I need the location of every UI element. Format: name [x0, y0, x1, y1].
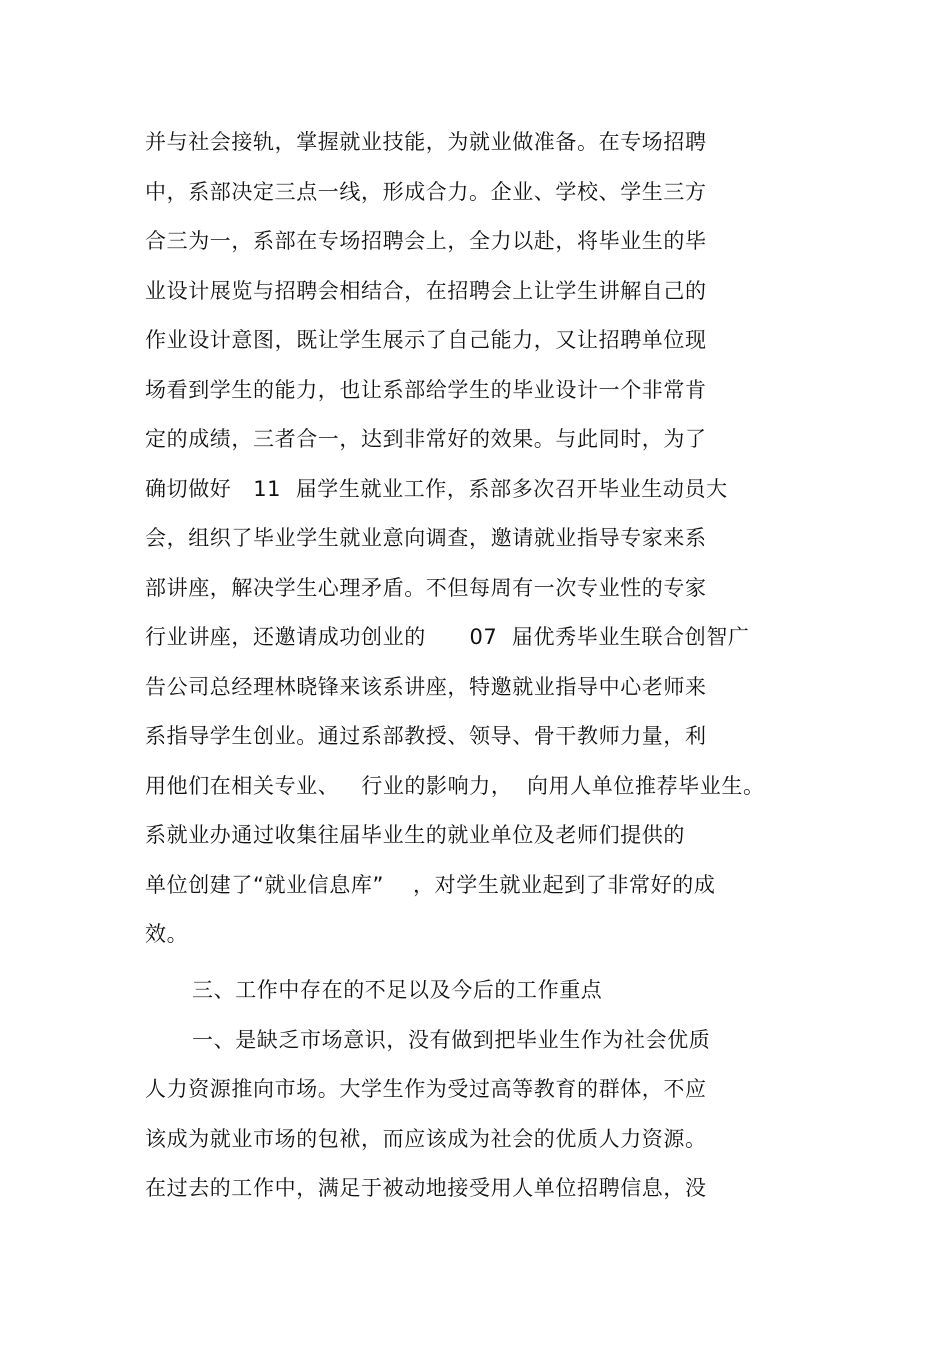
text-line-5: 作业设计意图，既让学生展示了自己能力，又让招聘单位现 — [145, 328, 707, 352]
text-line-2: 中，系部决定三点一线，形成合力。企业、学校、学生三方 — [145, 180, 707, 204]
text-line-16: 单位创建了“就业信息库” ，对学生就业起到了非常好的成 — [145, 873, 716, 897]
text-line-15: 系就业办通过收集往届毕业生的就业单位及老师们提供的 — [145, 823, 685, 847]
text-line-14: 用他们在相关专业、 行业的影响力， 向用人单位推荐毕业生。 — [145, 774, 765, 798]
text-line-22: 在过去的工作中，满足于被动地接受用人单位招聘信息，没 — [145, 1176, 707, 1200]
text-line-6: 场看到学生的能力，也让系部给学生的毕业设计一个非常肯 — [145, 378, 707, 402]
text-line-3: 合三为一，系部在专场招聘会上，全力以赴，将毕业生的毕 — [145, 229, 707, 253]
text-line-10: 部讲座，解决学生心理矛盾。不但每周有一次专业性的专家 — [145, 576, 707, 600]
text-line-21: 该成为就业市场的包袱，而应该成为社会的优质人力资源。 — [145, 1127, 707, 1151]
text-line-8: 确切做好 11 届学生就业工作，系部多次召开毕业生动员大 — [145, 477, 728, 501]
text-line-1: 并与社会接轨，掌握就业技能，为就业做准备。在专场招聘 — [145, 130, 707, 154]
text-line-19: 一、是缺乏市场意识，没有做到把毕业生作为社会优质 — [192, 1028, 711, 1052]
text-line-4: 业设计展览与招聘会相结合，在招聘会上让学生讲解自己的 — [145, 279, 707, 303]
text-line-12: 告公司总经理林晓锋来该系讲座，特邀就业指导中心老师来 — [145, 675, 707, 699]
text-line-17: 效。 — [145, 922, 189, 946]
text-line-7: 定的成绩，三者合一，达到非常好的效果。与此同时，为了 — [145, 427, 707, 451]
text-line-9: 会，组织了毕业学生就业意向调查，邀请就业指导专家来系 — [145, 526, 707, 550]
text-line-13: 系指导学生创业。通过系部教授、领导、骨干教师力量，利 — [145, 724, 707, 748]
section-heading: 三、工作中存在的不足以及今后的工作重点 — [192, 978, 603, 1002]
text-line-11: 行业讲座，还邀请成功创业的 07 届优秀毕业生联合创智广 — [145, 625, 750, 649]
text-line-20: 人力资源推向市场。大学生作为受过高等教育的群体，不应 — [145, 1077, 707, 1101]
